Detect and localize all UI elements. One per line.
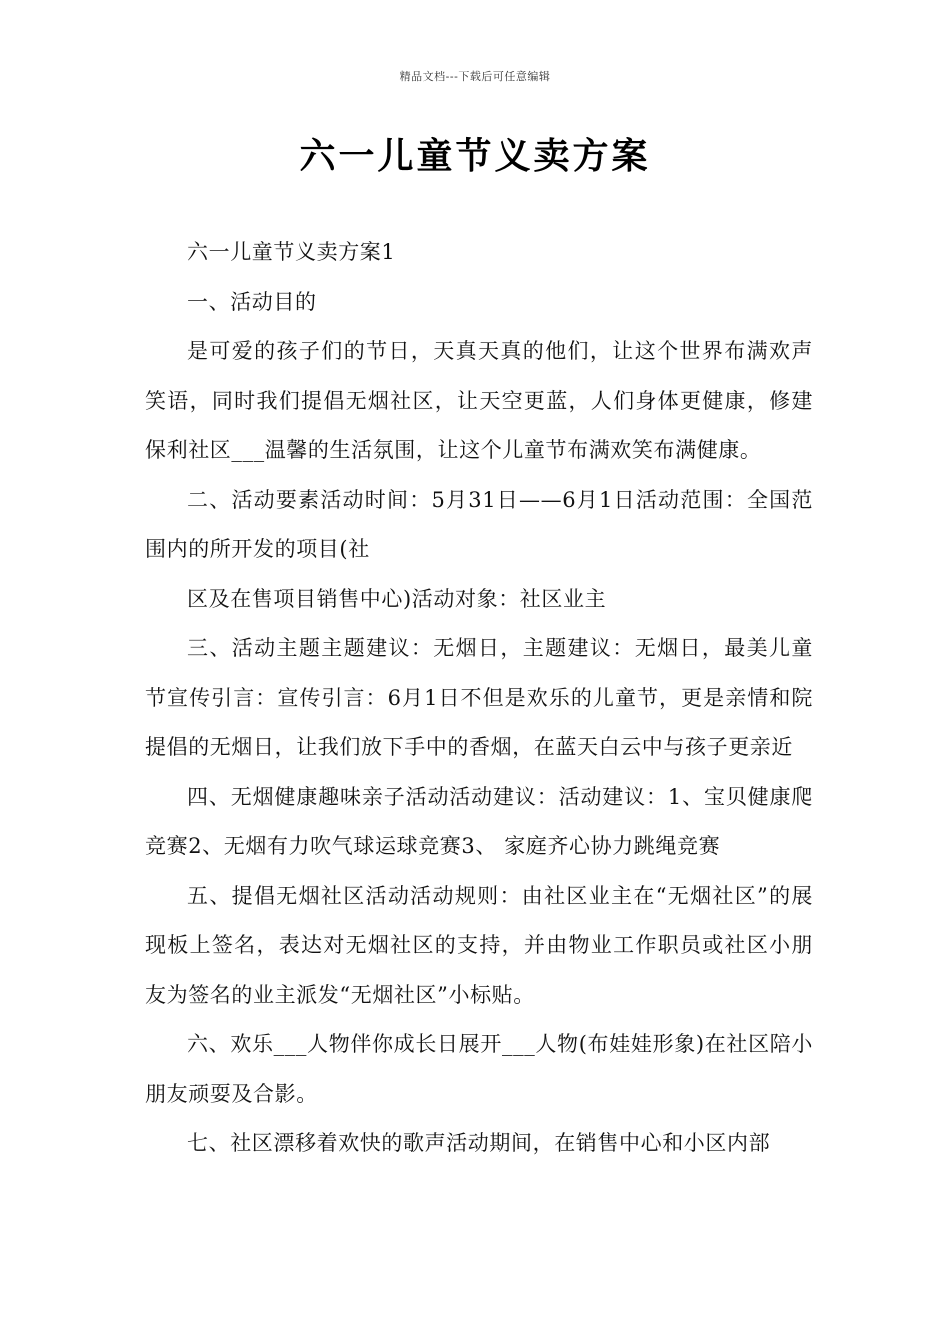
paragraph-no-smoking: 五、提倡无烟社区活动活动规则：由社区业主在“无烟社区”的展现板上签名，表达对无烟社区的支持，并由物业工作职员或社区小朋友为签名的业主派发“无烟社区”小标贴。 <box>145 883 813 1007</box>
paragraph-activities: 四、无烟健康趣味亲子活动活动建议：活动建议：1、宝贝健康爬竞赛2、无烟有力吹气球运球竞赛3、 家庭齐心协力跳绳竞赛 <box>145 784 813 858</box>
document-body <box>145 228 813 1169</box>
document-title: 六一儿童节义卖方案 <box>299 135 651 177</box>
paragraph-elements-continued: 区及在售项目销售中心)活动对象：社区业主 <box>187 586 607 611</box>
paragraph-elements: 二、活动要素活动时间：5月31日——6月1日活动范围：全国范围内的所开发的项目(社 <box>145 487 813 561</box>
paragraph-purpose: 是可爱的孩子们的节日，天真天真的他们，让这个世界布满欢声笑语，同时我们提倡无烟社区，让天空更蓝，人们身体更健康，修建保利社区___温馨的生活氛围，让这个儿童节布满欢笑布满健康。 <box>145 339 813 462</box>
header-note: 精品文档---下载后可任意编辑 <box>399 70 551 83</box>
paragraph-songs: 七、社区漂移着欢快的歌声活动期间，在销售中心和小区内部 <box>187 1131 771 1155</box>
paragraph-character-day: 六、欢乐___人物伴你成长日展开___人物(布娃娃形象)在社区陪小朋友顽耍及合影。 <box>145 1032 813 1106</box>
section-heading-purpose: 一、活动目的 <box>187 289 317 314</box>
paragraph-theme: 三、活动主题主题建议：无烟日，主题建议：无烟日，最美儿童节宣传引言：宣传引言：6月1日不但是欢乐的儿童节，更是亲情和院提倡的无烟日，让我们放下手中的香烟，在蓝天白云中与孩子更亲近 <box>145 636 813 759</box>
section-subtitle: 六一儿童节义卖方案1 <box>187 240 396 264</box>
